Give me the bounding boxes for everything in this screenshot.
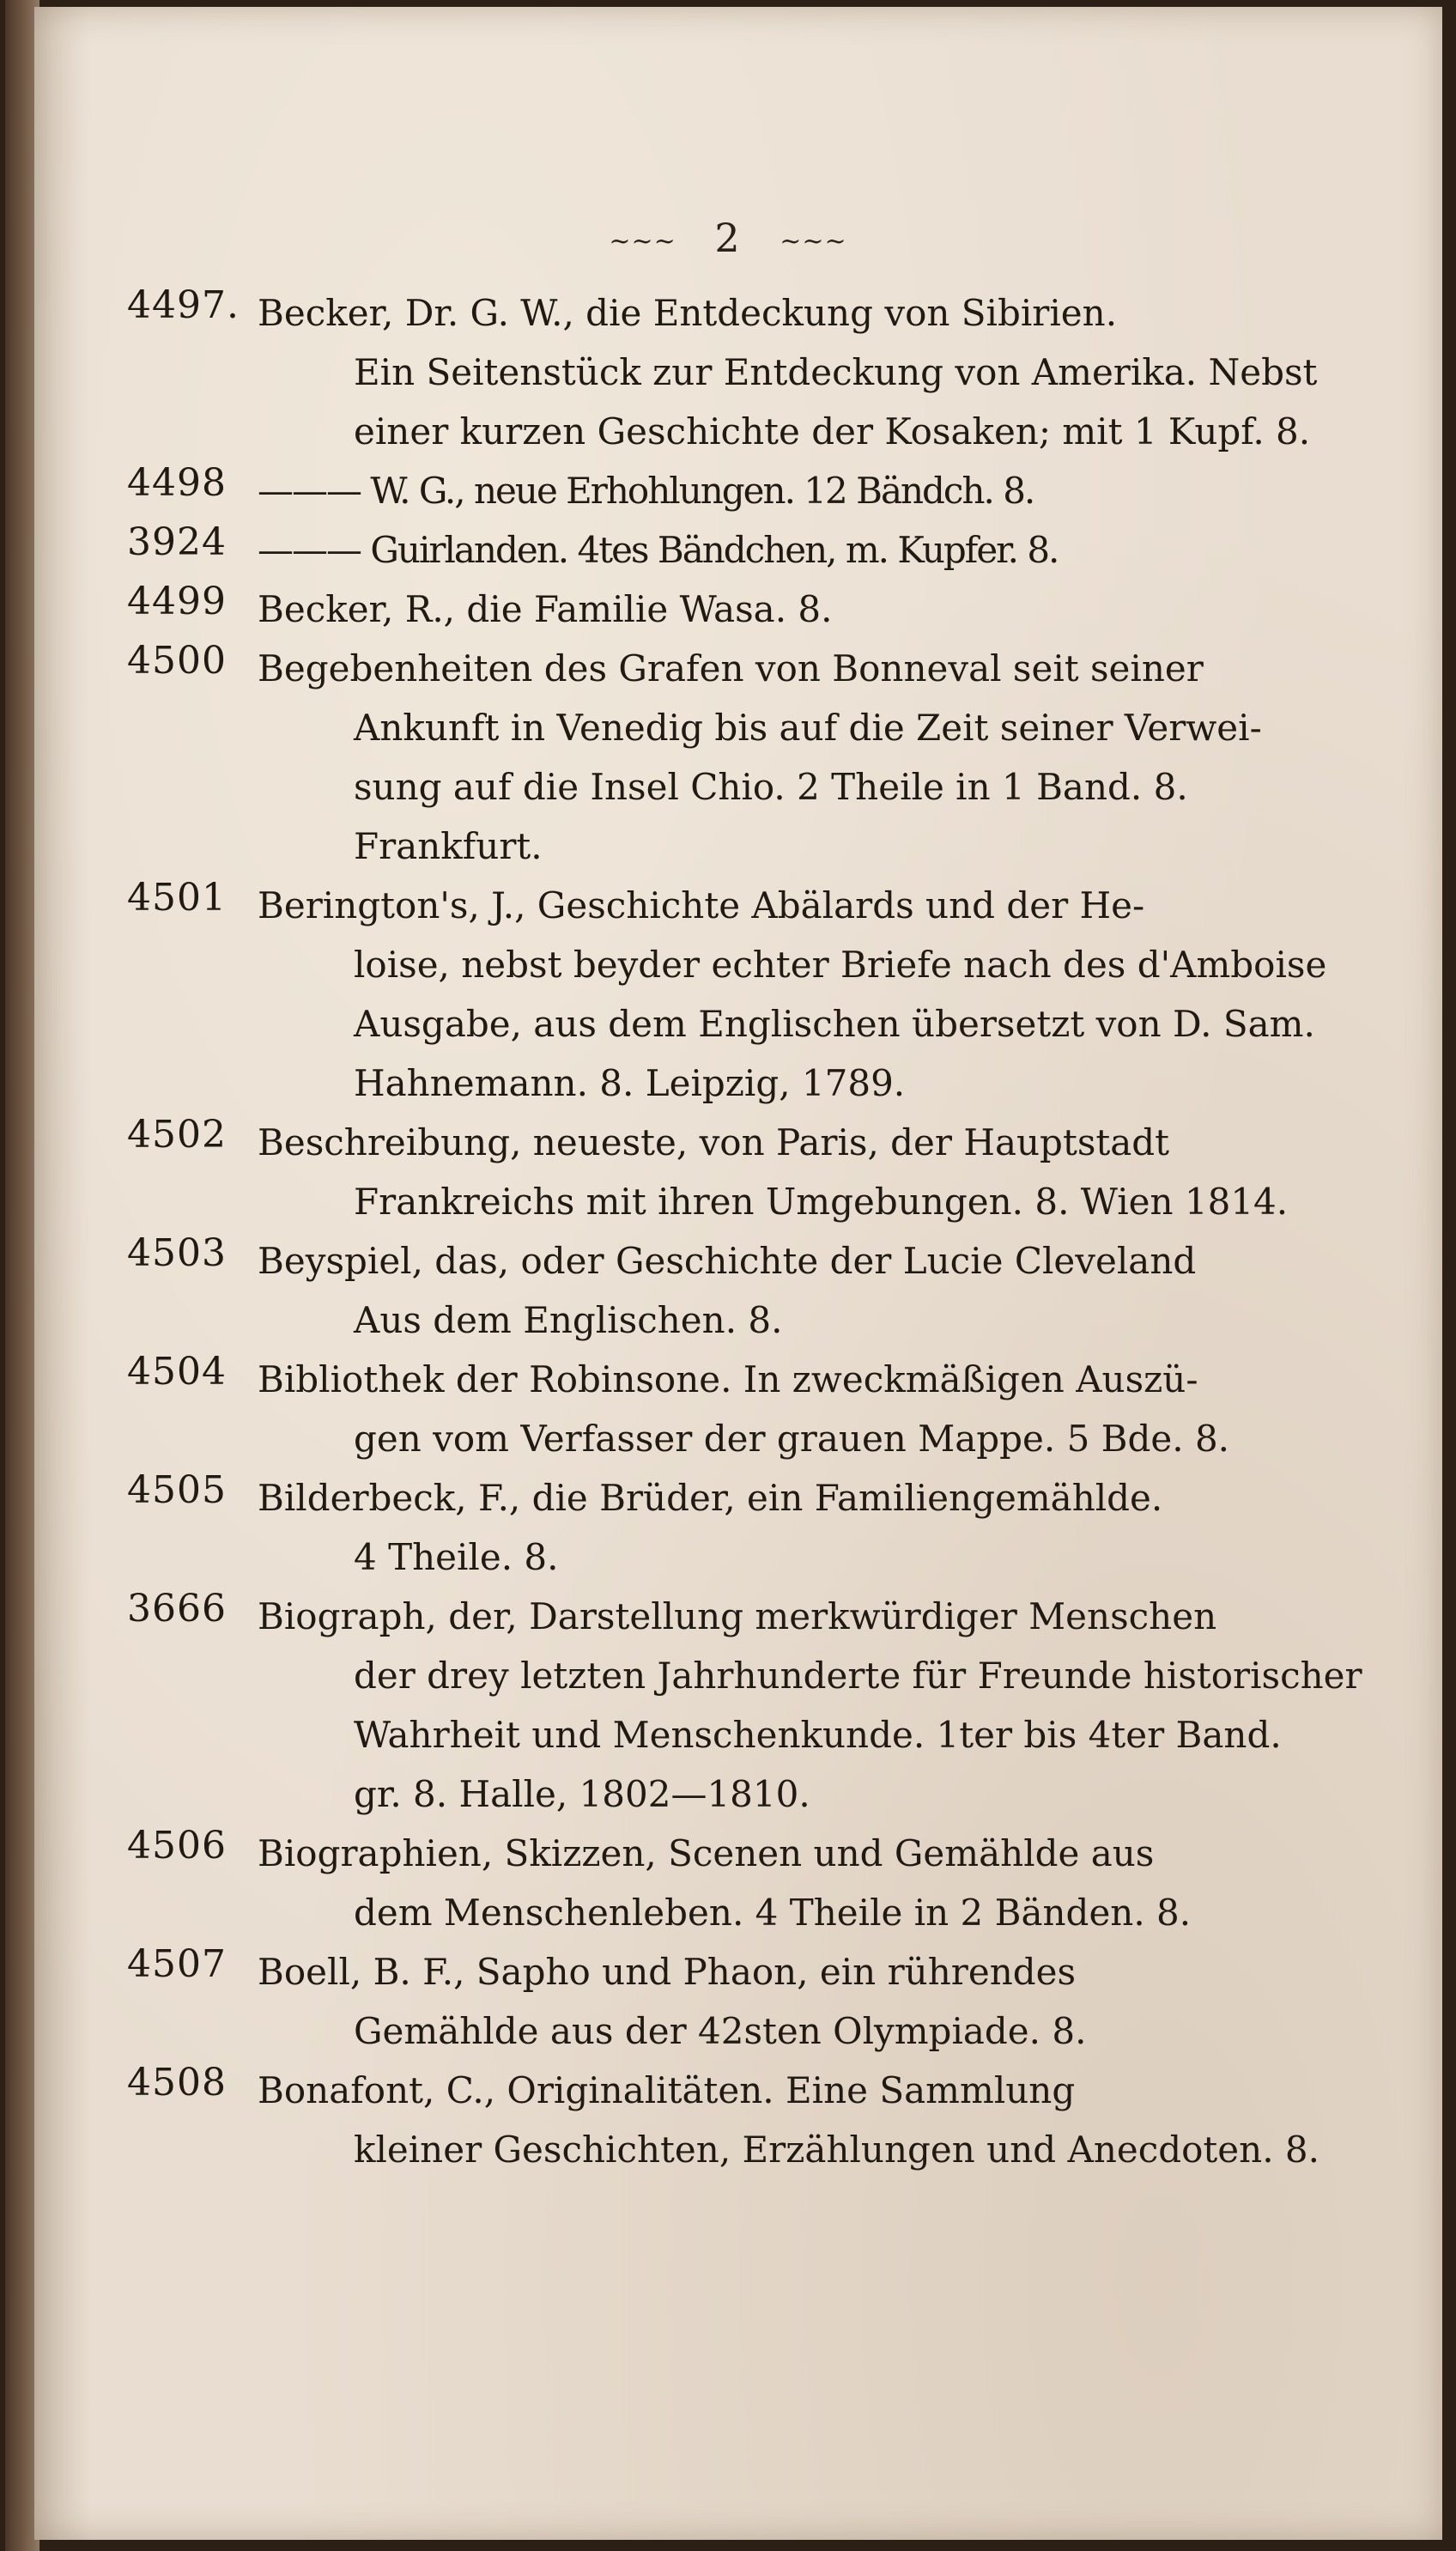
entry-line: Boell, B. F., Sapho und Phaon, ein rührendes [258, 1951, 1077, 1993]
entry-line: Aus dem Englischen. 8. [354, 1299, 783, 1341]
catalog-entry [127, 2061, 1399, 2179]
catalog-entry [127, 461, 1399, 520]
catalog-entry [127, 1350, 1399, 1468]
entry-line: Biographien, Skizzen, Scenen und Gemählde aus [258, 1832, 1155, 1874]
entry-line: Bilderbeck, F., die Brüder, ein Familiengemählde. [258, 1477, 1163, 1519]
entry-line: Beschreibung, neueste, von Paris, der Hauptstadt [258, 1121, 1170, 1163]
catalog-entry [127, 520, 1399, 580]
entry-line: Becker, Dr. G. W., die Entdeckung von Sibirien. [258, 292, 1118, 334]
catalog-entry [127, 639, 1399, 876]
entry-line: Ankunft in Venedig bis auf die Zeit seiner Verwei- [354, 707, 1262, 749]
entry-number: 4505 [127, 1468, 227, 1512]
entry-line: sung auf die Insel Chio. 2 Theile in 1 Band. 8. [354, 766, 1188, 808]
catalog-entry [127, 1942, 1399, 2061]
entry-line: dem Menschenleben. 4 Theile in 2 Bänden. 8. [354, 1892, 1192, 1934]
entry-line: einer kurzen Geschichte der Kosaken; mit 1 Kupf. 8. [354, 410, 1311, 452]
entry-number: 4506 [127, 1824, 227, 1868]
entry-line: Bonafont, C., Originalitäten. Eine Sammlung [258, 2069, 1076, 2111]
catalog-entry [127, 1824, 1399, 1942]
catalog-entry [127, 1113, 1399, 1231]
entry-line: Ein Seitenstück zur Entdeckung von Amerika. Nebst [354, 351, 1318, 393]
entry-number: 4502 [127, 1113, 227, 1157]
entry-number: 4508 [127, 2061, 227, 2105]
entry-number: 3666 [127, 1587, 227, 1631]
running-head [0, 215, 1456, 261]
entry-line: ——— W. G., neue Erhohlungen. 12 Bändch. 8. [258, 470, 1034, 512]
catalog-entry [127, 1587, 1399, 1824]
entry-line: Hahnemann. 8. Leipzig, 1789. [354, 1062, 906, 1104]
entry-line: Bibliothek der Robinsone. In zweckmäßigen Auszü- [258, 1358, 1198, 1400]
entry-number: 4501 [127, 876, 227, 920]
entry-line: Wahrheit und Menschenkunde. 1ter bis 4ter Band. [354, 1714, 1282, 1756]
entry-number: 4499 [127, 580, 227, 623]
entry-line: der drey letzten Jahrhunderte für Freunde historischer [354, 1655, 1362, 1697]
entry-line: 4 Theile. 8. [354, 1536, 559, 1578]
left-ornament: ~~~ [609, 226, 676, 257]
catalog-entry [127, 1468, 1399, 1587]
entry-number: 4503 [127, 1231, 227, 1275]
entry-line: Berington's, J., Geschichte Abälards und der He- [258, 884, 1145, 926]
entry-number: 4504 [127, 1350, 227, 1394]
entry-line: Gemählde aus der 42sten Olympiade. 8. [354, 2010, 1087, 2052]
entry-number: 4498 [127, 461, 227, 505]
entry-line: Becker, R., die Familie Wasa. 8. [258, 588, 833, 630]
entry-line: Frankfurt. [354, 825, 543, 867]
entry-line: ——— Guirlanden. 4tes Bändchen, m. Kupfer. 8. [258, 529, 1059, 571]
entry-line: loise, nebst beyder echter Briefe nach des d'Amboise [354, 944, 1327, 986]
catalog-entry [127, 1231, 1399, 1350]
entry-number: 4507 [127, 1942, 227, 1986]
catalog-entry [127, 283, 1399, 461]
right-ornament: ~~~ [780, 226, 847, 257]
entry-line: Frankreichs mit ihren Umgebungen. 8. Wien 1814. [354, 1181, 1289, 1223]
entry-line: Beyspiel, das, oder Geschichte der Lucie Cleveland [258, 1240, 1197, 1282]
entry-line: kleiner Geschichten, Erzählungen und Anecdoten. 8. [354, 2129, 1320, 2171]
page-number: 2 [714, 215, 742, 261]
entry-line: gr. 8. Halle, 1802—1810. [354, 1773, 810, 1815]
entry-line: Biograph, der, Darstellung merkwürdiger Menschen [258, 1595, 1217, 1637]
entry-line: Ausgabe, aus dem Englischen übersetzt von D. Sam. [354, 1003, 1315, 1045]
entry-number: 4497. [127, 283, 240, 327]
entry-number: 4500 [127, 639, 227, 683]
entry-line: gen vom Verfasser der grauen Mappe. 5 Bde. 8. [354, 1418, 1230, 1460]
catalog-entry [127, 580, 1399, 639]
entry-number: 3924 [127, 520, 227, 564]
catalog-entry [127, 876, 1399, 1113]
entry-line: Begebenheiten des Grafen von Bonneval seit seiner [258, 647, 1204, 689]
